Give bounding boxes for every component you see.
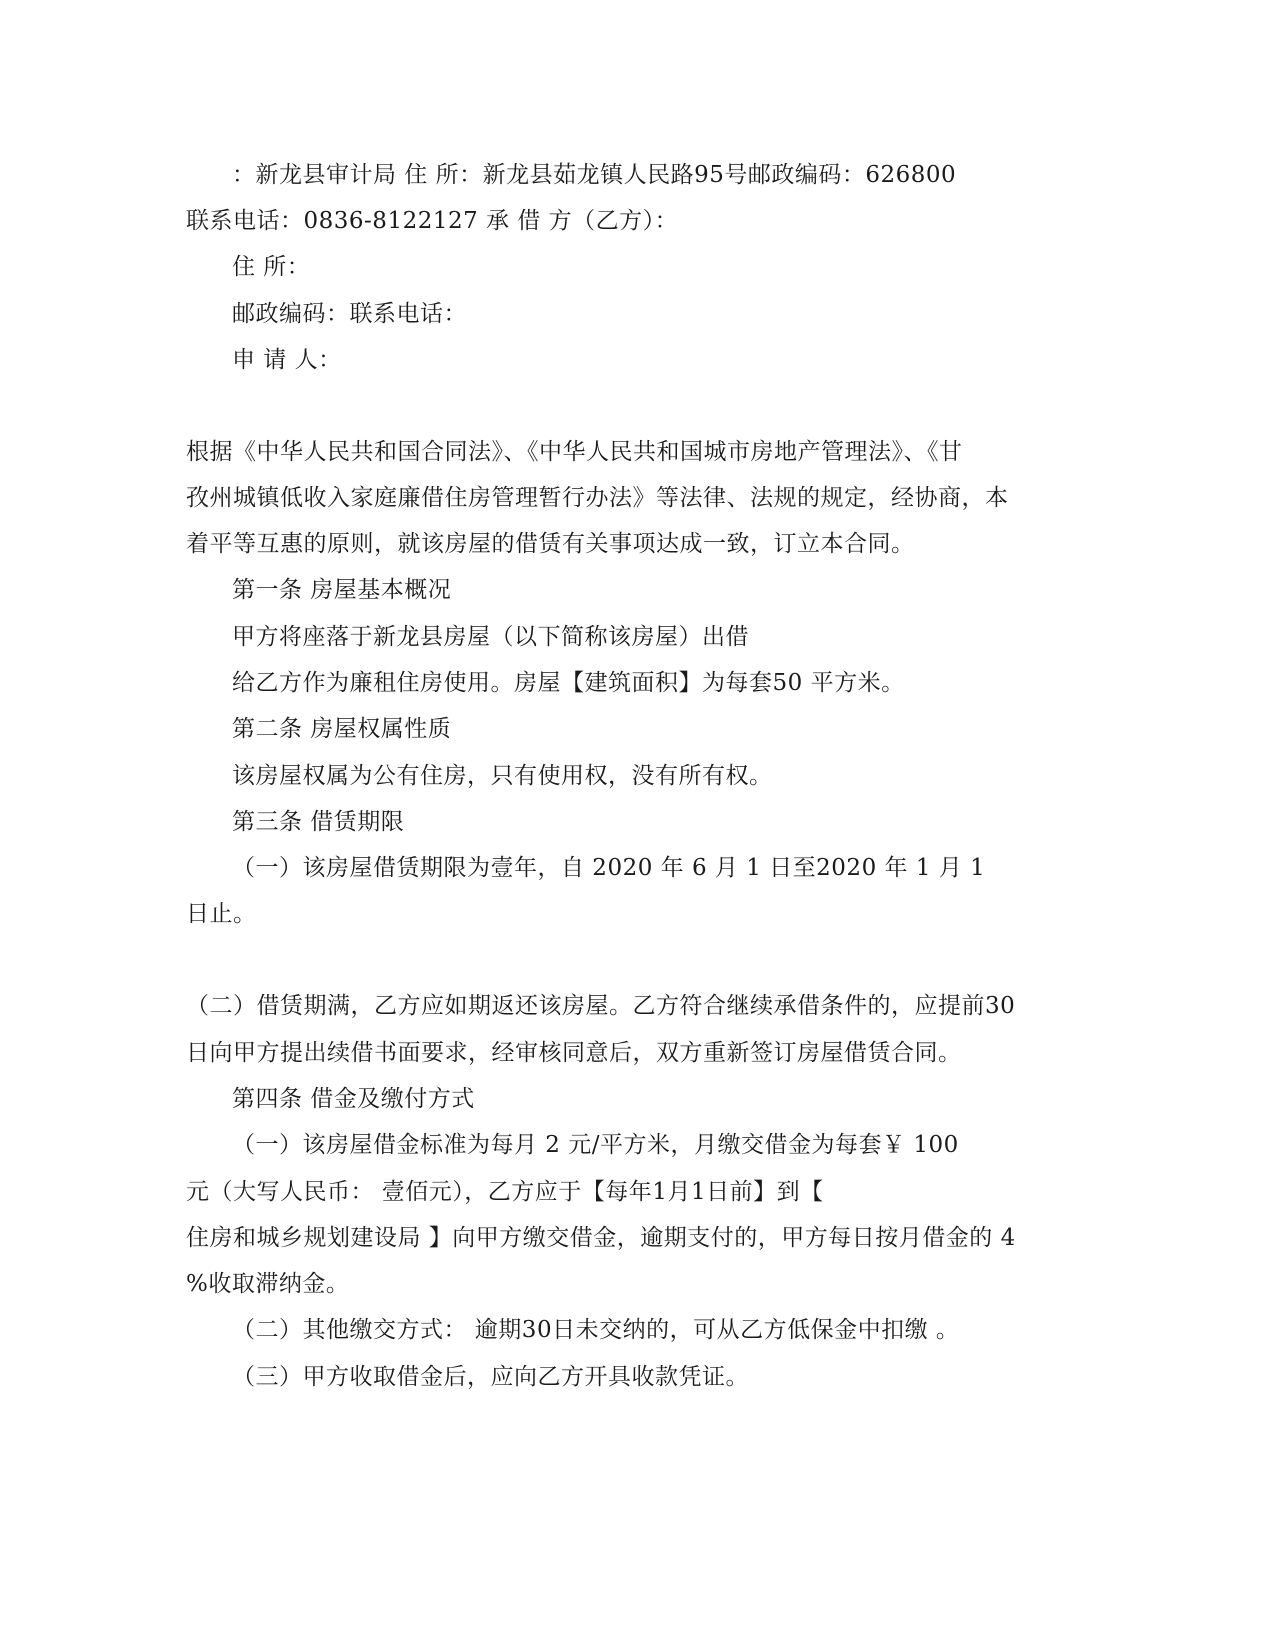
- address-line: 住 所：: [232, 254, 311, 280]
- postcode-line: 邮政编码：联系电话：: [232, 301, 467, 327]
- article-4-clause-2: （二）其他缴交方式： 逾期30日未交纳的，可从乙方低保金中扣缴 。: [232, 1317, 960, 1343]
- article-4-clause-3: （三）甲方收取借金后，应向乙方开具收款凭证。: [232, 1364, 749, 1390]
- article-3-clause-2-cont: 日向甲方提出续借书面要求，经审核同意后，双方重新签订房屋借赁合同。: [186, 1040, 962, 1066]
- article-4-clause-1-cont-1: 元（大写人民币： 壹佰元），乙方应于【每年1月1日前】到【: [186, 1179, 824, 1205]
- preamble-line-3: 着平等互惠的原则，就该房屋的借赁有关事项达成一致，订立本合同。: [186, 531, 915, 557]
- article-4-clause-1-cont-3: %收取滞纳金。: [186, 1271, 350, 1297]
- party-a-info-line: ：新龙县审计局 住 所：新龙县茹龙镇人民路95号邮政编码：626800: [232, 162, 957, 188]
- article-1-text-2: 给乙方作为廉租住房使用。房屋【建筑面积】为每套50 平方米。: [232, 670, 905, 696]
- article-3-clause-2: （二）借赁期满，乙方应如期返还该房屋。乙方符合继续承借条件的，应提前30: [186, 993, 1016, 1019]
- article-1-text-1: 甲方将座落于新龙县房屋（以下简称该房屋）出借: [232, 624, 749, 650]
- preamble-line-2: 孜州城镇低收入家庭廉借住房管理暂行办法》等法律、法规的规定，经协商，本: [186, 485, 1009, 511]
- article-3-clause-1-cont: 日止。: [186, 901, 257, 927]
- article-2-text: 该房屋权属为公有住房，只有使用权，没有所有权。: [232, 763, 773, 789]
- preamble-line-1: 根据《中华人民共和国合同法》、《中华人民共和国城市房地产管理法》、《甘: [186, 439, 963, 465]
- article-1-heading: 第一条 房屋基本概况: [232, 577, 452, 603]
- article-2-heading: 第二条 房屋权属性质: [232, 716, 452, 742]
- applicant-line: 申 请 人：: [232, 347, 342, 373]
- article-4-clause-1: （一）该房屋借金标准为每月 2 元/平方米，月缴交借金为每套￥ 100: [232, 1132, 959, 1158]
- contact-phone-line: 联系电话：0836-8122127 承 借 方（乙方）：: [186, 208, 679, 234]
- article-3-clause-1: （一）该房屋借赁期限为壹年，自 2020 年 6 月 1 日至2020 年 1 月 1: [232, 855, 986, 881]
- article-3-heading: 第三条 借赁期限: [232, 809, 405, 835]
- article-4-clause-1-cont-2: 住房和城乡规划建设局 】向甲方缴交借金，逾期支付的，甲方每日按月借金的 4: [186, 1225, 1016, 1251]
- article-4-heading: 第四条 借金及缴付方式: [232, 1086, 475, 1112]
